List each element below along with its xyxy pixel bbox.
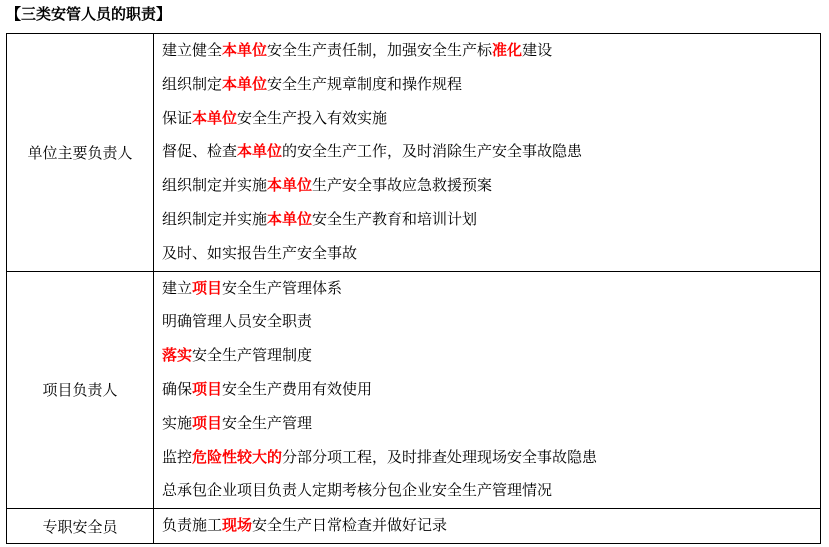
duty-line <box>162 68 820 102</box>
duty-text: 建设 <box>522 41 553 59</box>
duty-text: 生产安全事故应急救援预案 <box>312 176 493 195</box>
duty-text: 安全生产投入有效实施 <box>237 108 388 127</box>
duty-text: 安全生产费用有效使用 <box>222 379 373 398</box>
role-cell: 项目负责人 <box>7 271 154 509</box>
duty-text: 分部分项工程，及时排查处理现场安全事故隐患 <box>282 447 598 466</box>
duty-text: 负责施工 <box>162 516 223 535</box>
duty-text: 实施 <box>162 413 193 432</box>
highlighted-text: 本单位 <box>237 142 283 161</box>
duty-line <box>162 407 820 441</box>
duty-line <box>162 339 820 373</box>
duty-text: 安全生产管理制度 <box>192 346 313 365</box>
highlighted-text: 准化 <box>492 41 523 59</box>
highlighted-text: 现场 <box>222 516 253 535</box>
duty-line <box>162 203 820 237</box>
duty-text: 督促、检查 <box>162 142 238 161</box>
highlighted-text: 本单位 <box>222 41 268 59</box>
duty-text: 安全生产责任制，加强安全生产标 <box>267 41 493 59</box>
duty-line <box>162 441 820 475</box>
duty-text: 监控 <box>162 447 193 466</box>
highlighted-text: 落实 <box>162 346 193 365</box>
duty-line <box>162 169 820 203</box>
duty-text: 的安全生产工作，及时消除生产安全事故隐患 <box>282 142 583 161</box>
duty-text: 安全生产管理 <box>222 413 313 432</box>
duty-line <box>162 474 820 508</box>
highlighted-text: 本单位 <box>222 74 268 93</box>
highlighted-text: 危险性较大的 <box>192 447 283 466</box>
duty-text: 安全生产日常检查并做好记录 <box>252 516 448 535</box>
duty-text: 组织制定 <box>162 74 223 93</box>
duty-text: 安全生产规章制度和操作规程 <box>267 74 463 93</box>
highlighted-text: 本单位 <box>267 209 313 228</box>
duty-table <box>6 33 821 544</box>
role-cell: 专职安全员 <box>7 509 154 544</box>
highlighted-text: 项目 <box>192 278 223 297</box>
document-title: 【三类安管人员的职责】 <box>6 5 172 23</box>
duty-cell <box>154 34 821 272</box>
duty-line <box>162 102 820 136</box>
table-row <box>7 509 821 544</box>
duty-text: 保证 <box>162 108 193 127</box>
duty-line <box>162 237 820 271</box>
highlighted-text: 项目 <box>192 379 223 398</box>
duty-text: 安全生产教育和培训计划 <box>312 209 478 228</box>
duty-line <box>162 509 820 543</box>
duty-line <box>162 272 820 306</box>
duty-text: 明确管理人员安全职责 <box>162 312 313 331</box>
highlighted-text: 本单位 <box>192 108 238 127</box>
highlighted-text: 本单位 <box>267 176 313 195</box>
duty-text: 安全生产管理体系 <box>222 278 343 297</box>
duty-line <box>162 373 820 407</box>
highlighted-text: 项目 <box>192 413 223 432</box>
duty-text: 总承包企业项目负责人定期考核分包企业安全生产管理情况 <box>162 481 553 500</box>
duty-text: 建立健全 <box>162 41 223 59</box>
duty-line <box>162 305 820 339</box>
duty-text: 确保 <box>162 379 193 398</box>
duty-text: 组织制定并实施 <box>162 209 268 228</box>
duty-line <box>162 135 820 169</box>
duty-cell <box>154 509 821 544</box>
duty-cell <box>154 271 821 509</box>
table-row <box>7 34 821 272</box>
duty-text: 组织制定并实施 <box>162 176 268 195</box>
duty-line <box>162 34 820 68</box>
duty-text: 建立 <box>162 278 193 297</box>
duty-text: 及时、如实报告生产安全事故 <box>162 243 358 262</box>
table-row <box>7 271 821 509</box>
role-cell: 单位主要负责人 <box>7 34 154 272</box>
